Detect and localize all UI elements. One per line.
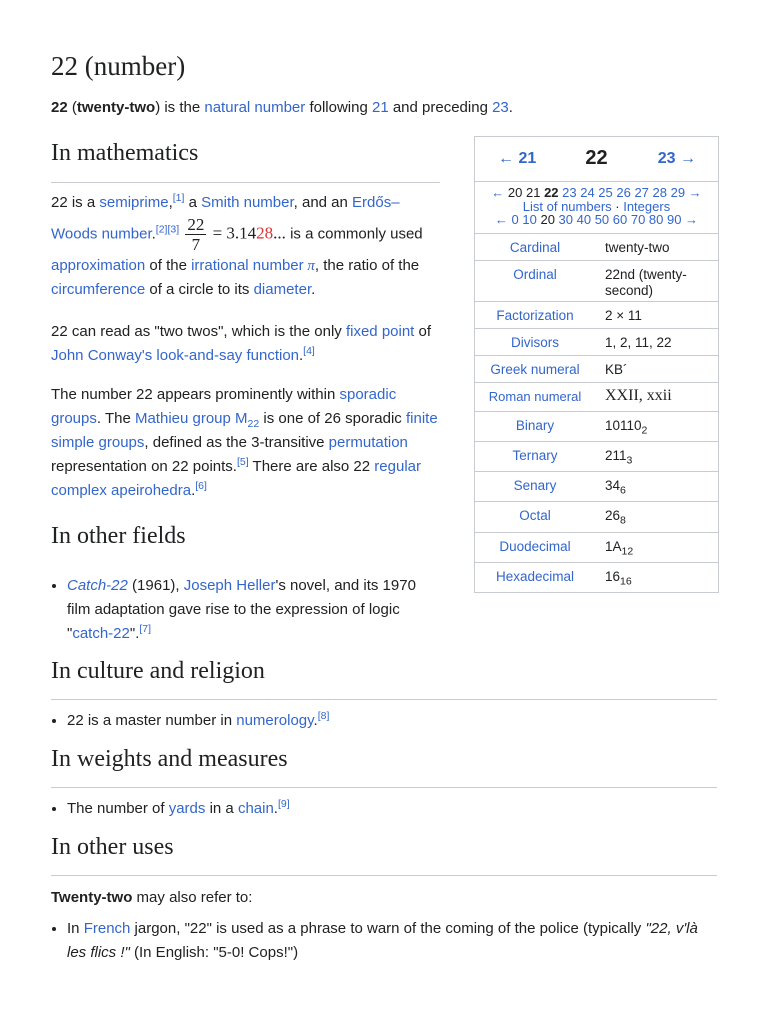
uses-list [51, 917, 717, 965]
text: ". [129, 625, 140, 642]
heading-culture-religion: In culture and religion [51, 658, 265, 684]
base-subscript: 3 [626, 454, 633, 467]
lead-bold: Twenty-two [51, 889, 133, 906]
heading-other-uses: In other uses [51, 834, 174, 860]
tens-before-links[interactable]: 0 10 [511, 212, 537, 227]
units-current: 22 [544, 185, 559, 200]
infobox-value: XXII, xxii [605, 386, 672, 404]
separator: · [611, 198, 624, 214]
text: . [313, 712, 318, 729]
base-value: 26 [605, 507, 621, 523]
base-value: 10110 [605, 417, 642, 433]
infobox-value [595, 533, 718, 562]
heading-mathematics: In mathematics [51, 140, 199, 166]
base-value: 211 [605, 447, 627, 463]
infobox-row-factorization [475, 301, 718, 328]
math-equals-value: = 3.14 [208, 223, 257, 243]
text: following [305, 99, 372, 116]
infobox-number-lists [475, 181, 718, 233]
link-catch-22-logic[interactable]: catch-22 [72, 625, 130, 642]
text: in a [205, 800, 238, 817]
base-subscript: 8 [620, 514, 626, 527]
text: , [168, 194, 173, 211]
infobox-value [595, 502, 718, 532]
ref-7[interactable]: [7] [139, 623, 152, 635]
link-erdos-woods-number[interactable]: Erdős–Woods number [51, 194, 400, 243]
divider [51, 875, 717, 876]
link-diameter[interactable]: diameter [253, 281, 312, 298]
text: The number of [67, 800, 169, 817]
text: of a circle to its [145, 281, 254, 298]
current-number: 22 [585, 147, 608, 169]
infobox-value: 1, 2, 11, 22 [605, 334, 672, 350]
lists-row [475, 200, 718, 214]
infobox-key[interactable]: Ordinal [513, 266, 557, 282]
text: ( [67, 99, 77, 116]
units-before: 20 21 [507, 185, 545, 200]
ref-2-3[interactable]: [2][3] [155, 223, 180, 236]
link-approximation[interactable]: approximation [51, 257, 146, 274]
ref-9[interactable]: [9] [277, 798, 290, 810]
text: 22 can read as "two twos", which is the only [51, 323, 346, 340]
list-item [67, 709, 727, 733]
infobox-row-divisors [475, 328, 718, 355]
page-title: 22 (number) [51, 51, 186, 81]
link-joseph-heller[interactable]: Joseph Heller [183, 577, 276, 594]
next-number-link[interactable]: 23 → [657, 150, 696, 167]
text: ) is the [155, 99, 205, 116]
ref-4[interactable]: [4] [303, 345, 315, 357]
fraction-22-over-7 [185, 215, 206, 254]
ref-6[interactable]: [6] [195, 480, 207, 492]
text [179, 225, 183, 242]
text: may also refer to: [132, 889, 253, 906]
ref-1[interactable]: [1] [172, 192, 185, 204]
base-value: 34 [605, 477, 621, 493]
mathieu-subscript: 22 [247, 418, 260, 430]
list-item [67, 917, 717, 965]
text: 22 is a [51, 194, 100, 211]
infobox-key[interactable]: Senary [513, 477, 557, 493]
base-subscript: 16 [620, 575, 632, 588]
text: . [191, 482, 196, 499]
divider [51, 699, 717, 700]
base-value: 16 [605, 568, 621, 584]
french-phrase: "22, v'là les flics !" [67, 920, 698, 961]
text: . [508, 99, 513, 116]
infobox-key[interactable]: Octal [519, 507, 551, 523]
infobox-row-greek [475, 355, 718, 382]
heading-weights-measures: In weights and measures [51, 746, 288, 772]
prev-number-link[interactable]: ← 21 [498, 150, 537, 167]
base-value: 1A [605, 538, 622, 554]
link-yards[interactable]: yards [168, 800, 206, 817]
intro-bold-22: 22 [51, 99, 68, 116]
infobox-row-ordinal [475, 260, 718, 301]
divider [51, 182, 440, 183]
infobox-value: ΚΒ´ [605, 361, 628, 377]
link-chain[interactable]: chain [237, 800, 274, 817]
infobox-value [595, 563, 718, 592]
link-fixed-point[interactable]: fixed point [345, 323, 415, 340]
fraction-numerator: 22 [187, 215, 205, 234]
link-catch-22-novel[interactable]: Catch-22 [67, 577, 128, 594]
link-look-and-say[interactable]: John Conway's look-and-say function [51, 347, 299, 364]
infobox-row-hexadecimal [475, 562, 718, 592]
text: jargon, "22" is used as a phrase to warn of the coming of the police (typically [130, 920, 646, 937]
infobox-key[interactable]: Duodecimal [499, 538, 571, 554]
text: , defined as the 3-transitive [144, 434, 329, 451]
link-mathieu-group-label: Mathieu group M [134, 410, 248, 427]
text: of the [145, 257, 192, 274]
link-21[interactable]: 21 [371, 99, 389, 116]
infobox-key[interactable]: Binary [515, 417, 555, 433]
prev-arrow-icon[interactable]: ← [494, 212, 512, 227]
text: is a commonly used [285, 225, 423, 243]
infobox-value: twenty-two [605, 239, 670, 255]
divider [51, 787, 717, 788]
weights-list [51, 797, 727, 821]
text: . The [96, 410, 135, 427]
fields-list [51, 574, 439, 646]
link-finite-simple-groups[interactable]: finite simple groups [51, 410, 438, 451]
infobox-row-binary [475, 411, 718, 441]
text: 's novel, and its 1970 film adaptation gave rise to the expression of logic " [67, 577, 416, 642]
text: , the ratio of the [314, 257, 420, 274]
infobox-value: 2 × 11 [605, 307, 642, 323]
link-natural-number[interactable]: natural number [204, 99, 306, 116]
infobox-row-ternary [475, 441, 718, 471]
text: In [67, 920, 84, 937]
tens-after-links[interactable]: 30 40 50 60 70 80 90 [558, 212, 682, 227]
link-semiprime[interactable]: semiprime [99, 194, 169, 211]
text: There are also 22 [248, 458, 375, 475]
text: , and an [293, 194, 353, 211]
infobox-key[interactable]: Factorization [496, 307, 574, 323]
list-item [67, 797, 727, 821]
intro-bold-twenty-two: twenty-two [76, 99, 156, 116]
fraction-denominator: 7 [191, 235, 201, 254]
next-arrow-icon[interactable]: → [685, 185, 702, 200]
units-row [475, 186, 718, 200]
infobox-key[interactable]: Roman numeral [488, 388, 582, 404]
link-irrational-number[interactable]: irrational number [191, 257, 304, 274]
link-smith-number[interactable]: Smith number [201, 194, 294, 211]
base-subscript: 2 [641, 424, 648, 437]
infobox-value: 22nd (twenty-second) [605, 266, 687, 299]
text: . [273, 800, 278, 817]
ref-8[interactable]: [8] [317, 710, 330, 722]
list-item [67, 574, 439, 646]
infobox-row-octal [475, 501, 718, 532]
link-regular-complex-apeirohedra[interactable]: regular complex apeirohedra [51, 458, 421, 499]
tens-current: 20 [536, 212, 559, 227]
prev-arrow-icon[interactable]: ← [491, 185, 508, 200]
infobox-row-duodecimal [475, 532, 718, 562]
infobox-value [595, 412, 718, 441]
text: and preceding [388, 99, 493, 116]
math-paragraph-3 [51, 383, 439, 503]
infobox-value [595, 442, 718, 471]
link-23[interactable]: 23 [492, 99, 509, 116]
text: (1961), [127, 577, 184, 594]
culture-list [51, 709, 727, 733]
link-permutation[interactable]: permutation [328, 434, 408, 451]
uses-lead [51, 886, 717, 910]
infobox-key[interactable]: Cardinal [509, 239, 561, 255]
infobox-key[interactable]: Hexadecimal [495, 568, 575, 584]
infobox [474, 136, 719, 593]
text: . [311, 281, 316, 298]
link-circumference[interactable]: circumference [51, 281, 146, 298]
infobox-value [595, 472, 718, 501]
math-paragraph-2 [51, 320, 439, 368]
tens-row [475, 213, 718, 227]
math-ellipsis: ... [273, 223, 286, 243]
infobox-nav [475, 137, 718, 181]
link-mathieu-group[interactable] [134, 410, 260, 430]
text: a [184, 194, 202, 211]
infobox-row-roman [475, 382, 718, 411]
link-sporadic-groups[interactable]: sporadic groups [51, 386, 397, 427]
ref-5[interactable]: [5] [236, 456, 249, 468]
base-subscript: 6 [620, 484, 626, 497]
text: The number 22 appears prominently within [51, 386, 340, 403]
text: representation on 22 points. [51, 458, 237, 475]
intro-paragraph [51, 96, 731, 120]
infobox-row-cardinal [475, 233, 718, 260]
link-pi[interactable]: π [303, 258, 315, 274]
base-subscript: 12 [621, 545, 634, 558]
infobox-key[interactable]: Ternary [512, 447, 558, 463]
text: of [414, 323, 432, 340]
text: . [151, 225, 156, 243]
text: (In English: "5-0! Cops!") [129, 944, 299, 961]
math-paragraph-1 [51, 191, 439, 302]
infobox-key[interactable]: Divisors [510, 334, 559, 350]
link-numerology[interactable]: numerology [236, 712, 314, 729]
units-after-links[interactable]: 23 24 25 26 27 28 29 [558, 185, 686, 200]
math-red-digits: 28 [256, 223, 274, 243]
text: . [299, 347, 304, 364]
link-integers[interactable]: Integers [623, 198, 671, 214]
text: is one of 26 sporadic [259, 410, 406, 427]
heading-other-fields: In other fields [51, 523, 186, 549]
link-french[interactable]: French [83, 920, 131, 937]
link-list-of-numbers[interactable]: List of numbers [522, 198, 612, 214]
infobox-row-senary [475, 471, 718, 501]
infobox-key[interactable]: Greek numeral [490, 361, 580, 377]
next-arrow-icon[interactable]: → [681, 212, 699, 227]
text: 22 is a master number in [67, 712, 237, 729]
